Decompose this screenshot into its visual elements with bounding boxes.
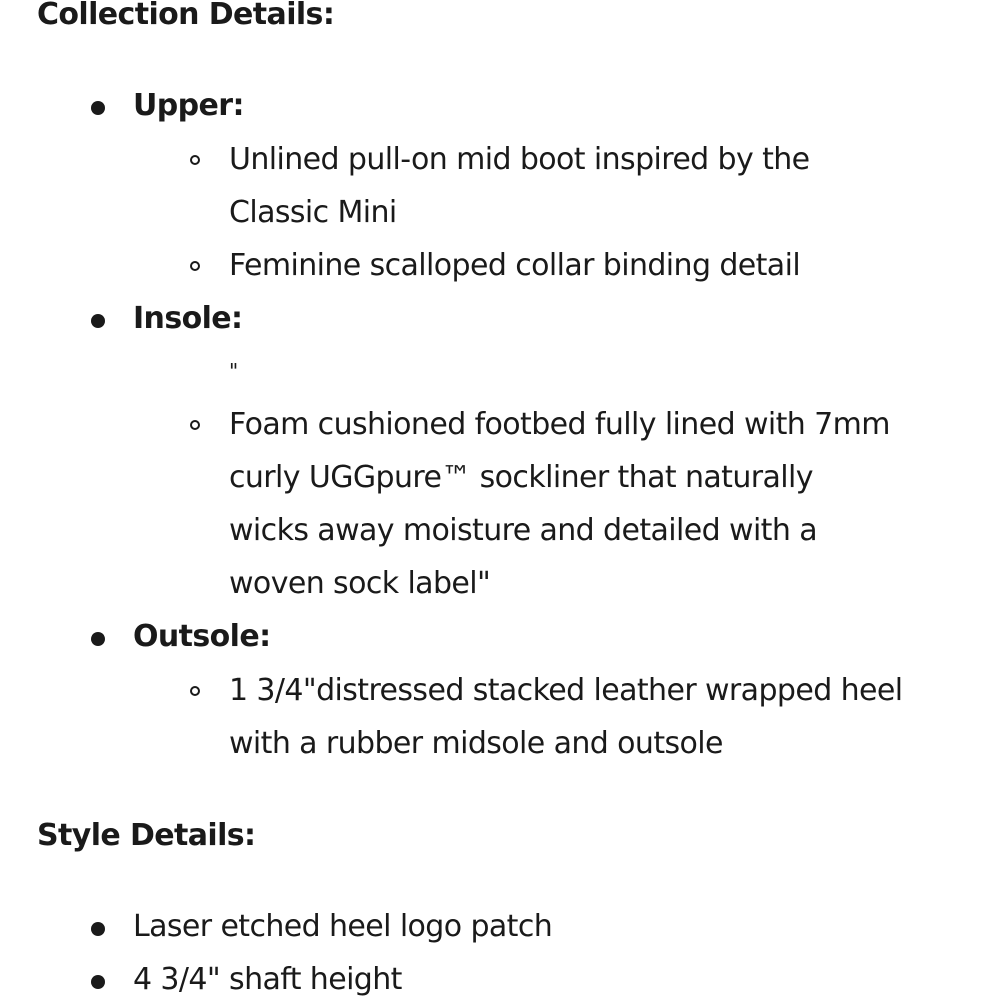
bullet-circle-icon [190, 261, 200, 271]
bullet-disc-icon [91, 922, 105, 936]
list-item-text: Laser etched heel logo patch [133, 909, 553, 944]
upper-label: Upper: [133, 88, 244, 123]
sublist-item-text: Foam cushioned footbed fully lined with 7mm [229, 407, 890, 442]
style-details-heading: Style Details: [37, 818, 256, 853]
sublist-item-text: Feminine scalloped collar binding detail [229, 248, 801, 283]
sublist-item-text: curly UGGpure™ sockliner that naturally [229, 460, 813, 495]
stray-quote-mark: " [229, 359, 238, 383]
collection-details-heading: Collection Details: [37, 0, 335, 32]
sublist-item-text: with a rubber midsole and outsole [229, 726, 723, 761]
insole-label: Insole: [133, 301, 243, 336]
list-item-text: 4 3/4" shaft height [133, 962, 402, 997]
bullet-disc-icon [91, 101, 105, 115]
bullet-circle-icon [190, 686, 200, 696]
outsole-label: Outsole: [133, 619, 271, 654]
sublist-item-text: Classic Mini [229, 195, 397, 230]
bullet-disc-icon [91, 975, 105, 989]
bullet-circle-icon [190, 155, 200, 165]
sublist-item-text: 1 3/4"distressed stacked leather wrapped heel [229, 673, 903, 708]
bullet-circle-icon [190, 420, 200, 430]
bullet-disc-icon [91, 632, 105, 646]
bullet-disc-icon [91, 314, 105, 328]
sublist-item-text: woven sock label" [229, 566, 491, 601]
sublist-item-text: wicks away moisture and detailed with a [229, 513, 817, 548]
sublist-item-text: Unlined pull-on mid boot inspired by the [229, 142, 810, 177]
